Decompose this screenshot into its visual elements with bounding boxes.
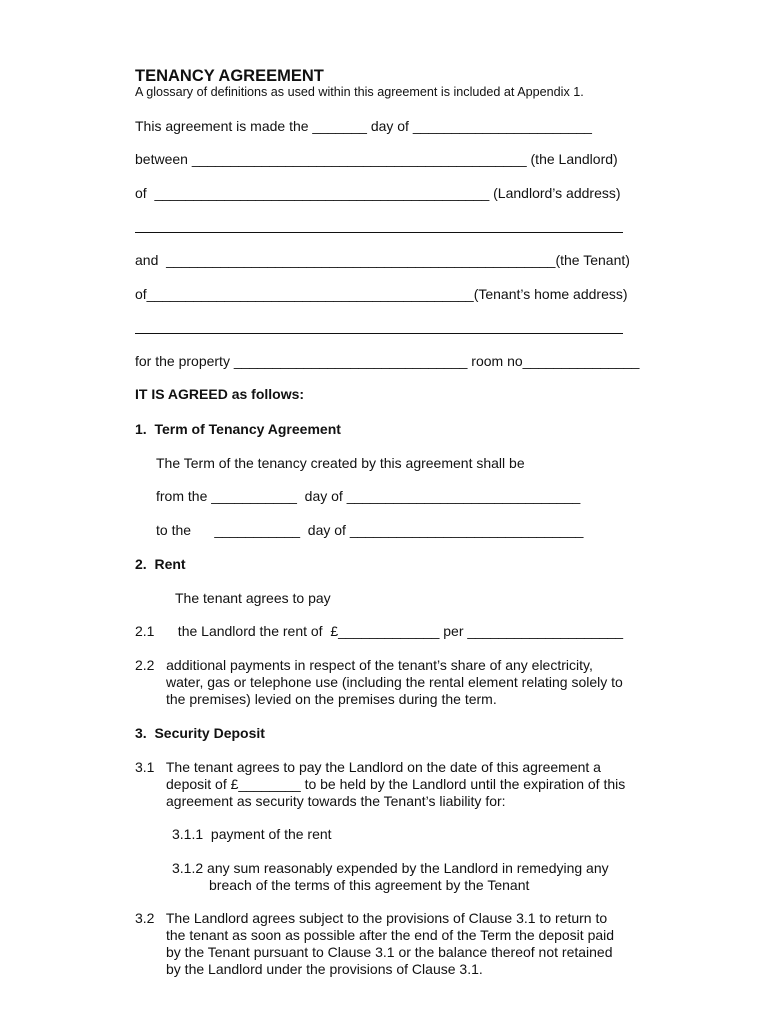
clause-3-2-line-1: 3.2 The Landlord agrees subject to the provisions of Clause 3.1 to return to: [135, 910, 608, 926]
document-title: TENANCY AGREEMENT: [135, 67, 324, 85]
clause-3-1-line-1: 3.1 The tenant agrees to pay the Landlord on the date of this agreement a: [135, 759, 601, 775]
agreed-heading: IT IS AGREED as follows:: [135, 386, 305, 402]
section-2-text: The tenant agrees to pay: [175, 590, 331, 606]
term-to-line: to the ___________ day of ______________________________: [156, 522, 584, 538]
clause-2-2-line-3: the premises) levied on the premises during the term.: [166, 691, 497, 707]
term-from-line: from the ___________ day of ______________________________: [156, 488, 581, 504]
clause-3-1-2-line-1: 3.1.2 any sum reasonably expended by the Landlord in remedying any: [172, 860, 609, 876]
clause-2-2-line-2: water, gas or telephone use (including the rental element relating solely to: [166, 674, 623, 690]
clause-3-1-line-2: deposit of £________ to be held by the Landlord until the expiration of this: [166, 776, 626, 792]
section-2-heading: 2. Rent: [135, 556, 186, 572]
tenant-name-line: and __________________________________________________(the Tenant): [135, 252, 630, 268]
clause-3-1-line-3: agreement as security towards the Tenant’s liability for:: [166, 793, 506, 809]
document-subtitle: A glossary of definitions as used within this agreement is included at Appendix 1.: [135, 85, 584, 99]
clause-3-2-line-4: by the Landlord under the provisions of Clause 3.1.: [166, 961, 483, 977]
section-3-heading: 3. Security Deposit: [135, 725, 265, 741]
section-1-heading: 1. Term of Tenancy Agreement: [135, 421, 341, 437]
clause-3-1-1: 3.1.1 payment of the rent: [172, 826, 332, 842]
landlord-address-continuation-rule: [135, 232, 623, 233]
agreement-date-line: This agreement is made the _______ day of _______________________: [135, 118, 592, 134]
tenant-address-line: of__________________________________________(Tenant’s home address): [135, 286, 628, 302]
tenant-address-continuation-rule: [135, 333, 623, 334]
landlord-name-line: between ___________________________________________ (the Landlord): [135, 151, 618, 167]
property-line: for the property ______________________________ room no_______________: [135, 353, 640, 369]
clause-3-1-2-line-2: breach of the terms of this agreement by the Tenant: [209, 877, 530, 893]
clause-2-1: 2.1 the Landlord the rent of £_____________ per ____________________: [135, 623, 624, 639]
clause-2-2-line-1: 2.2 additional payments in respect of the tenant’s share of any electricity,: [135, 657, 593, 673]
clause-3-2-line-3: by the Tenant pursuant to Clause 3.1 or the balance thereof not retained: [166, 944, 613, 960]
clause-3-2-line-2: the tenant as soon as possible after the end of the Term the deposit paid: [166, 927, 615, 943]
section-1-text: The Term of the tenancy created by this agreement shall be: [156, 455, 525, 471]
landlord-address-line: of ___________________________________________ (Landlord’s address): [135, 185, 621, 201]
